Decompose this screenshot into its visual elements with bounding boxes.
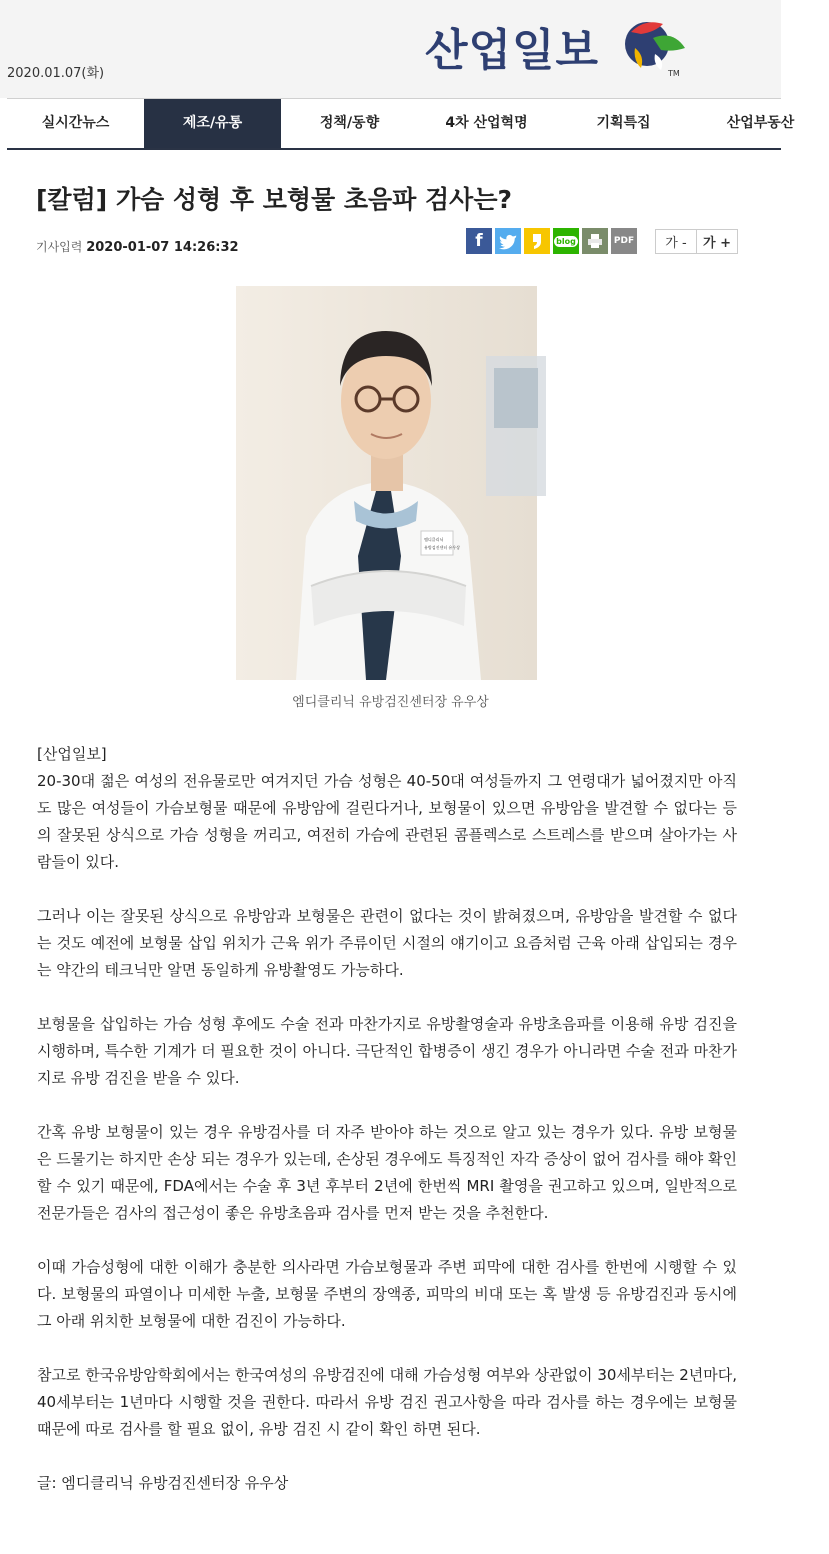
font-size-controls bbox=[655, 229, 738, 254]
article-paragraph: [산업일보] 20-30대 젊은 여성의 전유물로만 여겨지던 가슴 성형은 40-50대 여성들까지 그 연령대가 넓어졌지만 아직도 많은 여성들이 가슴보형물 때문에 유방암에 걸린다거나, 보형물이 있으면 유방암을 발견할 수 없다는 등의 잘못된 상식으로 가슴 성형을 꺼리고, 여전히 가슴에 관련된 콤플렉스로 스트레스를 받으며 살아가는 사람들이 있다. bbox=[37, 745, 737, 871]
logo-text: 산업일보 bbox=[425, 25, 600, 76]
article-paragraph: 그러나 이는 잘못된 상식으로 유방암과 보형물은 관련이 없다는 것이 밝혀졌으며, 유방암을 발견할 수 없다는 것도 예전에 보형물 삽입 위치가 근육 위가 주류이던 시절의 얘기이고 요즘처럼 근육 아래 삽입되는 경우는 약간의 테크닉만 알면 동일하게 유방촬영도 가능하다. bbox=[37, 907, 737, 979]
print-icon[interactable] bbox=[582, 228, 608, 254]
facebook-glyph: f bbox=[475, 231, 483, 251]
article-photo bbox=[236, 286, 537, 680]
article-paragraph: 이때 가슴성형에 대한 이해가 충분한 의사라면 가슴보형물과 주변 피막에 대한 검사를 한번에 시행할 수 있다. 보형물의 파열이나 미세한 누출, 보형물 주변의 장액종, 피막의 비대 또는 혹 발생 등 유방검진과 동시에 그 아래 위치한 보형물에 대한 검진이 가능하다. bbox=[37, 1258, 737, 1330]
facebook-icon[interactable] bbox=[466, 228, 492, 254]
nav-item-policy[interactable]: 정책/동향 bbox=[319, 115, 380, 131]
twitter-bird-icon bbox=[499, 234, 517, 249]
nav-item-industry4[interactable]: 4차 산업혁명 bbox=[445, 115, 528, 131]
date-value: 2020-01-07 14:26:32 bbox=[86, 240, 239, 255]
article-byline: 글: 엠디클리닉 유방검진센터장 유우상 bbox=[37, 1474, 289, 1492]
coat-badge-line1: 엠디클리닉 bbox=[424, 537, 444, 542]
share-bar bbox=[466, 228, 637, 254]
nav-item-realestate[interactable]: 산업부동산 bbox=[726, 115, 795, 131]
printer-icon bbox=[587, 233, 603, 249]
article-paragraph: 간혹 유방 보형물이 있는 경우 유방검사를 더 자주 받아야 하는 것으로 알고 있는 경우가 있다. 유방 보형물은 드물기는 하지만 손상 되는 경우가 있는데, 손상된 경우에도 특징적인 자각 증상이 없어 검사를 해야 확인 할 수 있기 때문에, FDA에서는 수술 후 3년 후부터 2년에 한번씩 MRI 촬영을 권고하고 있으며, 일반적으로 전문가들은 검사의 접근성이 좋은 유방초음파 검사를 먼저 받는 것을 추천한다. bbox=[37, 1123, 737, 1222]
nav-item-special[interactable]: 기획특집 bbox=[596, 115, 651, 131]
article-paragraph: 보형물을 삽입하는 가슴 성형 후에도 수술 전과 마찬가지로 유방촬영술과 유방초음파를 이용해 유방 검진을 시행하며, 특수한 기계가 더 필요한 것이 아니다. 극단적인 합병증이 생긴 경우가 아니라면 수술 전과 마찬가지로 유방 검진을 받을 수 있다. bbox=[37, 1015, 737, 1087]
blog-glyph: blog bbox=[556, 236, 576, 246]
doctor-portrait bbox=[236, 286, 537, 680]
pdf-glyph: PDF bbox=[613, 236, 635, 246]
font-smaller-button[interactable]: 가 - bbox=[655, 229, 697, 254]
site-header bbox=[0, 0, 781, 98]
kakao-story-icon bbox=[530, 232, 544, 250]
twitter-icon[interactable] bbox=[495, 228, 521, 254]
article-title: [칼럼] 가슴 성형 후 보형물 초음파 검사는? bbox=[36, 185, 512, 214]
font-larger-button[interactable]: 가 + bbox=[697, 229, 738, 254]
article-meta bbox=[36, 238, 239, 255]
nav-item-manufacturing[interactable]: 제조/유통 bbox=[144, 99, 281, 148]
article-body bbox=[37, 741, 737, 1524]
pdf-icon[interactable] bbox=[611, 228, 637, 254]
site-logo[interactable] bbox=[425, 12, 695, 82]
date-label: 기사입력 bbox=[36, 240, 83, 254]
logo-globe-icon bbox=[611, 12, 691, 80]
coat-badge-line2: 유방검진센터 유우상 bbox=[424, 545, 461, 550]
logo-tm: TM bbox=[668, 69, 680, 78]
nav-item-realtime-news[interactable]: 실시간뉴스 bbox=[41, 115, 110, 131]
header-date: 2020.01.07(화) bbox=[7, 66, 105, 81]
blog-icon[interactable] bbox=[553, 228, 579, 254]
article-paragraph: 참고로 한국유방암학회에서는 한국여성의 유방검진에 대해 가슴성형 여부와 상관없이 30세부터는 2년마다, 40세부터는 1년마다 시행할 것을 권한다. 따라서 유방 검진 권고사항을 따라 검사를 하는 경우에는 보형물 때문에 따로 검사를 할 필요 없이, 유방 검진 시 같이 확인 하면 된다. bbox=[37, 1366, 737, 1438]
photo-caption: 엠디클리닉 유방검진센터장 유우상 bbox=[292, 695, 489, 710]
main-nav bbox=[7, 98, 795, 150]
kakao-icon[interactable] bbox=[524, 228, 550, 254]
